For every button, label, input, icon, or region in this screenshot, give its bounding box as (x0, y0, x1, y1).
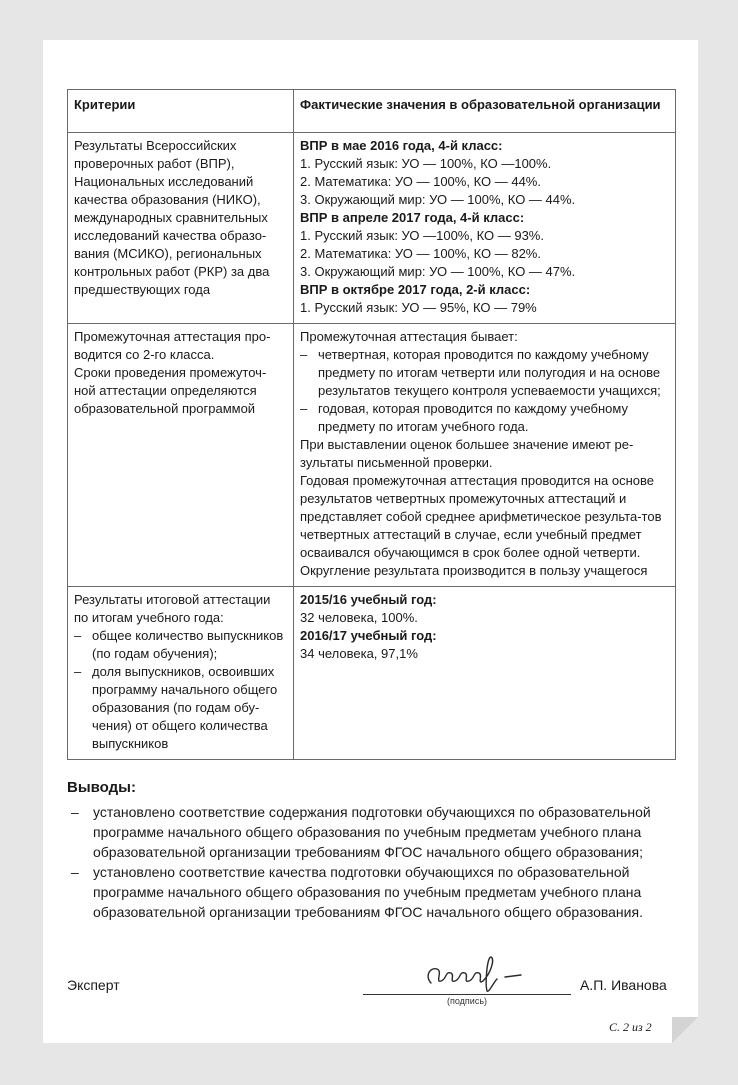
page-corner-fold (672, 1017, 698, 1043)
criterion-line: предшествующих года (74, 282, 211, 297)
result-line: 2. Математика: УО — 100%, КО — 44%. (300, 174, 541, 189)
table-row (68, 133, 676, 324)
result-line: 1. Русский язык: УО — 95%, КО — 79% (300, 300, 537, 315)
dash-list-item: – четвертная, которая проводится по каждому учебному предмету по итогам четверти или полугодия и на основе результатов текущего контроля успеваемости учащихся; (300, 346, 669, 400)
criterion-line: Сроки проведения промежуточ- (74, 365, 267, 380)
section-heading: ВПР в мае 2016 года, 4-й класс: (300, 138, 503, 153)
paragraph: Округление результата производится в пользу учащегося (300, 563, 648, 578)
paragraph: Годовая промежуточная аттестация проводится на основе результатов четвертных промежуточных аттестаций и представляет собой среднее арифметическое результа-тов четвертных аттестаций в случае, если учебный предмет осваивался обучающимся в срок более одной четверти. (300, 473, 662, 560)
dash-list-item: – доля выпускников, освоивших программу начального общего образования (по годам обу-чения) от общего количества выпускников (74, 663, 287, 753)
expert-label: Эксперт (67, 977, 120, 993)
paragraph: При выставлении оценок большее значение имеют ре-зультаты письменной проверки. (300, 437, 634, 470)
dash-list-item: – общее количество выпускников (по годам обучения); (74, 627, 287, 663)
criterion-line: качества образования (НИКО), (74, 192, 261, 207)
result-line: 1. Русский язык: УО — 100%, КО —100%. (300, 156, 552, 171)
criterion-line: Промежуточная аттестация про- (74, 329, 271, 344)
result-line: 3. Окружающий мир: УО — 100%, КО — 47%. (300, 264, 576, 279)
conclusions-title: Выводы: (67, 779, 136, 796)
criterion-cell (68, 587, 294, 760)
document-page (43, 40, 698, 1043)
column-header-values: Фактические значения в образовательной организации (294, 90, 676, 133)
result-line: 3. Окружающий мир: УО — 100%, КО — 44%. (300, 192, 576, 207)
conclusions-section (67, 778, 677, 922)
dash-list-item: – годовая, которая проводится по каждому учебному предмету по итогам учебного года. (300, 400, 669, 436)
criterion-line: по итогам учебного года: (74, 610, 224, 625)
criterion-line: Результаты Всероссийских (74, 138, 237, 153)
criterion-line: водится со 2-го класса. (74, 347, 215, 362)
criterion-line: образовательной программой (74, 401, 256, 416)
section-heading: 2015/16 учебный год: (300, 592, 437, 607)
handwritten-signature (421, 953, 531, 1000)
criterion-line: Национальных исследований (74, 174, 254, 189)
criterion-line: ной аттестации определяются (74, 383, 257, 398)
result-line: 1. Русский язык: УО —100%, КО — 93%. (300, 228, 544, 243)
section-heading: ВПР в апреле 2017 года, 4-й класс: (300, 210, 525, 225)
criterion-line: проверочных работ (ВПР), (74, 156, 235, 171)
criterion-line: исследований качества образо- (74, 228, 267, 243)
table-header-row (68, 90, 676, 133)
result-line: 2. Математика: УО — 100%, КО — 82%. (300, 246, 541, 261)
table-row (68, 324, 676, 587)
criterion-line: международных сравнительных (74, 210, 268, 225)
section-heading: 2016/17 учебный год: (300, 628, 437, 643)
criterion-cell (68, 324, 294, 587)
values-cell (294, 133, 676, 324)
conclusion-item: – установлено соответствие качества подготовки обучающихся по образовательной программе начального общего образования по учебным предметам учебного плана образовательной организации требованиям ФГОС начального общего образования. (67, 862, 677, 922)
criteria-table (67, 89, 676, 760)
criterion-line: вания (МСИКО), региональных (74, 246, 262, 261)
result-line: 32 человека, 100%. (300, 610, 418, 625)
criterion-line: Результаты итоговой аттестации (74, 592, 271, 607)
table-row (68, 587, 676, 760)
signature-line (363, 994, 571, 995)
criterion-line: контрольных работ (РКР) за два (74, 264, 270, 279)
criterion-cell (68, 133, 294, 324)
result-line: 34 человека, 97,1% (300, 646, 418, 661)
signature-caption: (подпись) (446, 996, 488, 1006)
paragraph: Промежуточная аттестация бывает: (300, 329, 518, 344)
expert-name: А.П. Иванова (580, 977, 667, 993)
values-cell (294, 324, 676, 587)
page-number: С. 2 из 2 (609, 1020, 652, 1034)
values-cell (294, 587, 676, 760)
section-heading: ВПР в октябре 2017 года, 2-й класс: (300, 282, 531, 297)
conclusion-item: – установлено соответствие содержания подготовки обучающихся по образовательной программе начального общего образования по учебным предметам учебного плана образовательной организации требованиям ФГОС начального общего образования; (67, 802, 677, 862)
column-header-criteria: Критерии (68, 90, 294, 133)
